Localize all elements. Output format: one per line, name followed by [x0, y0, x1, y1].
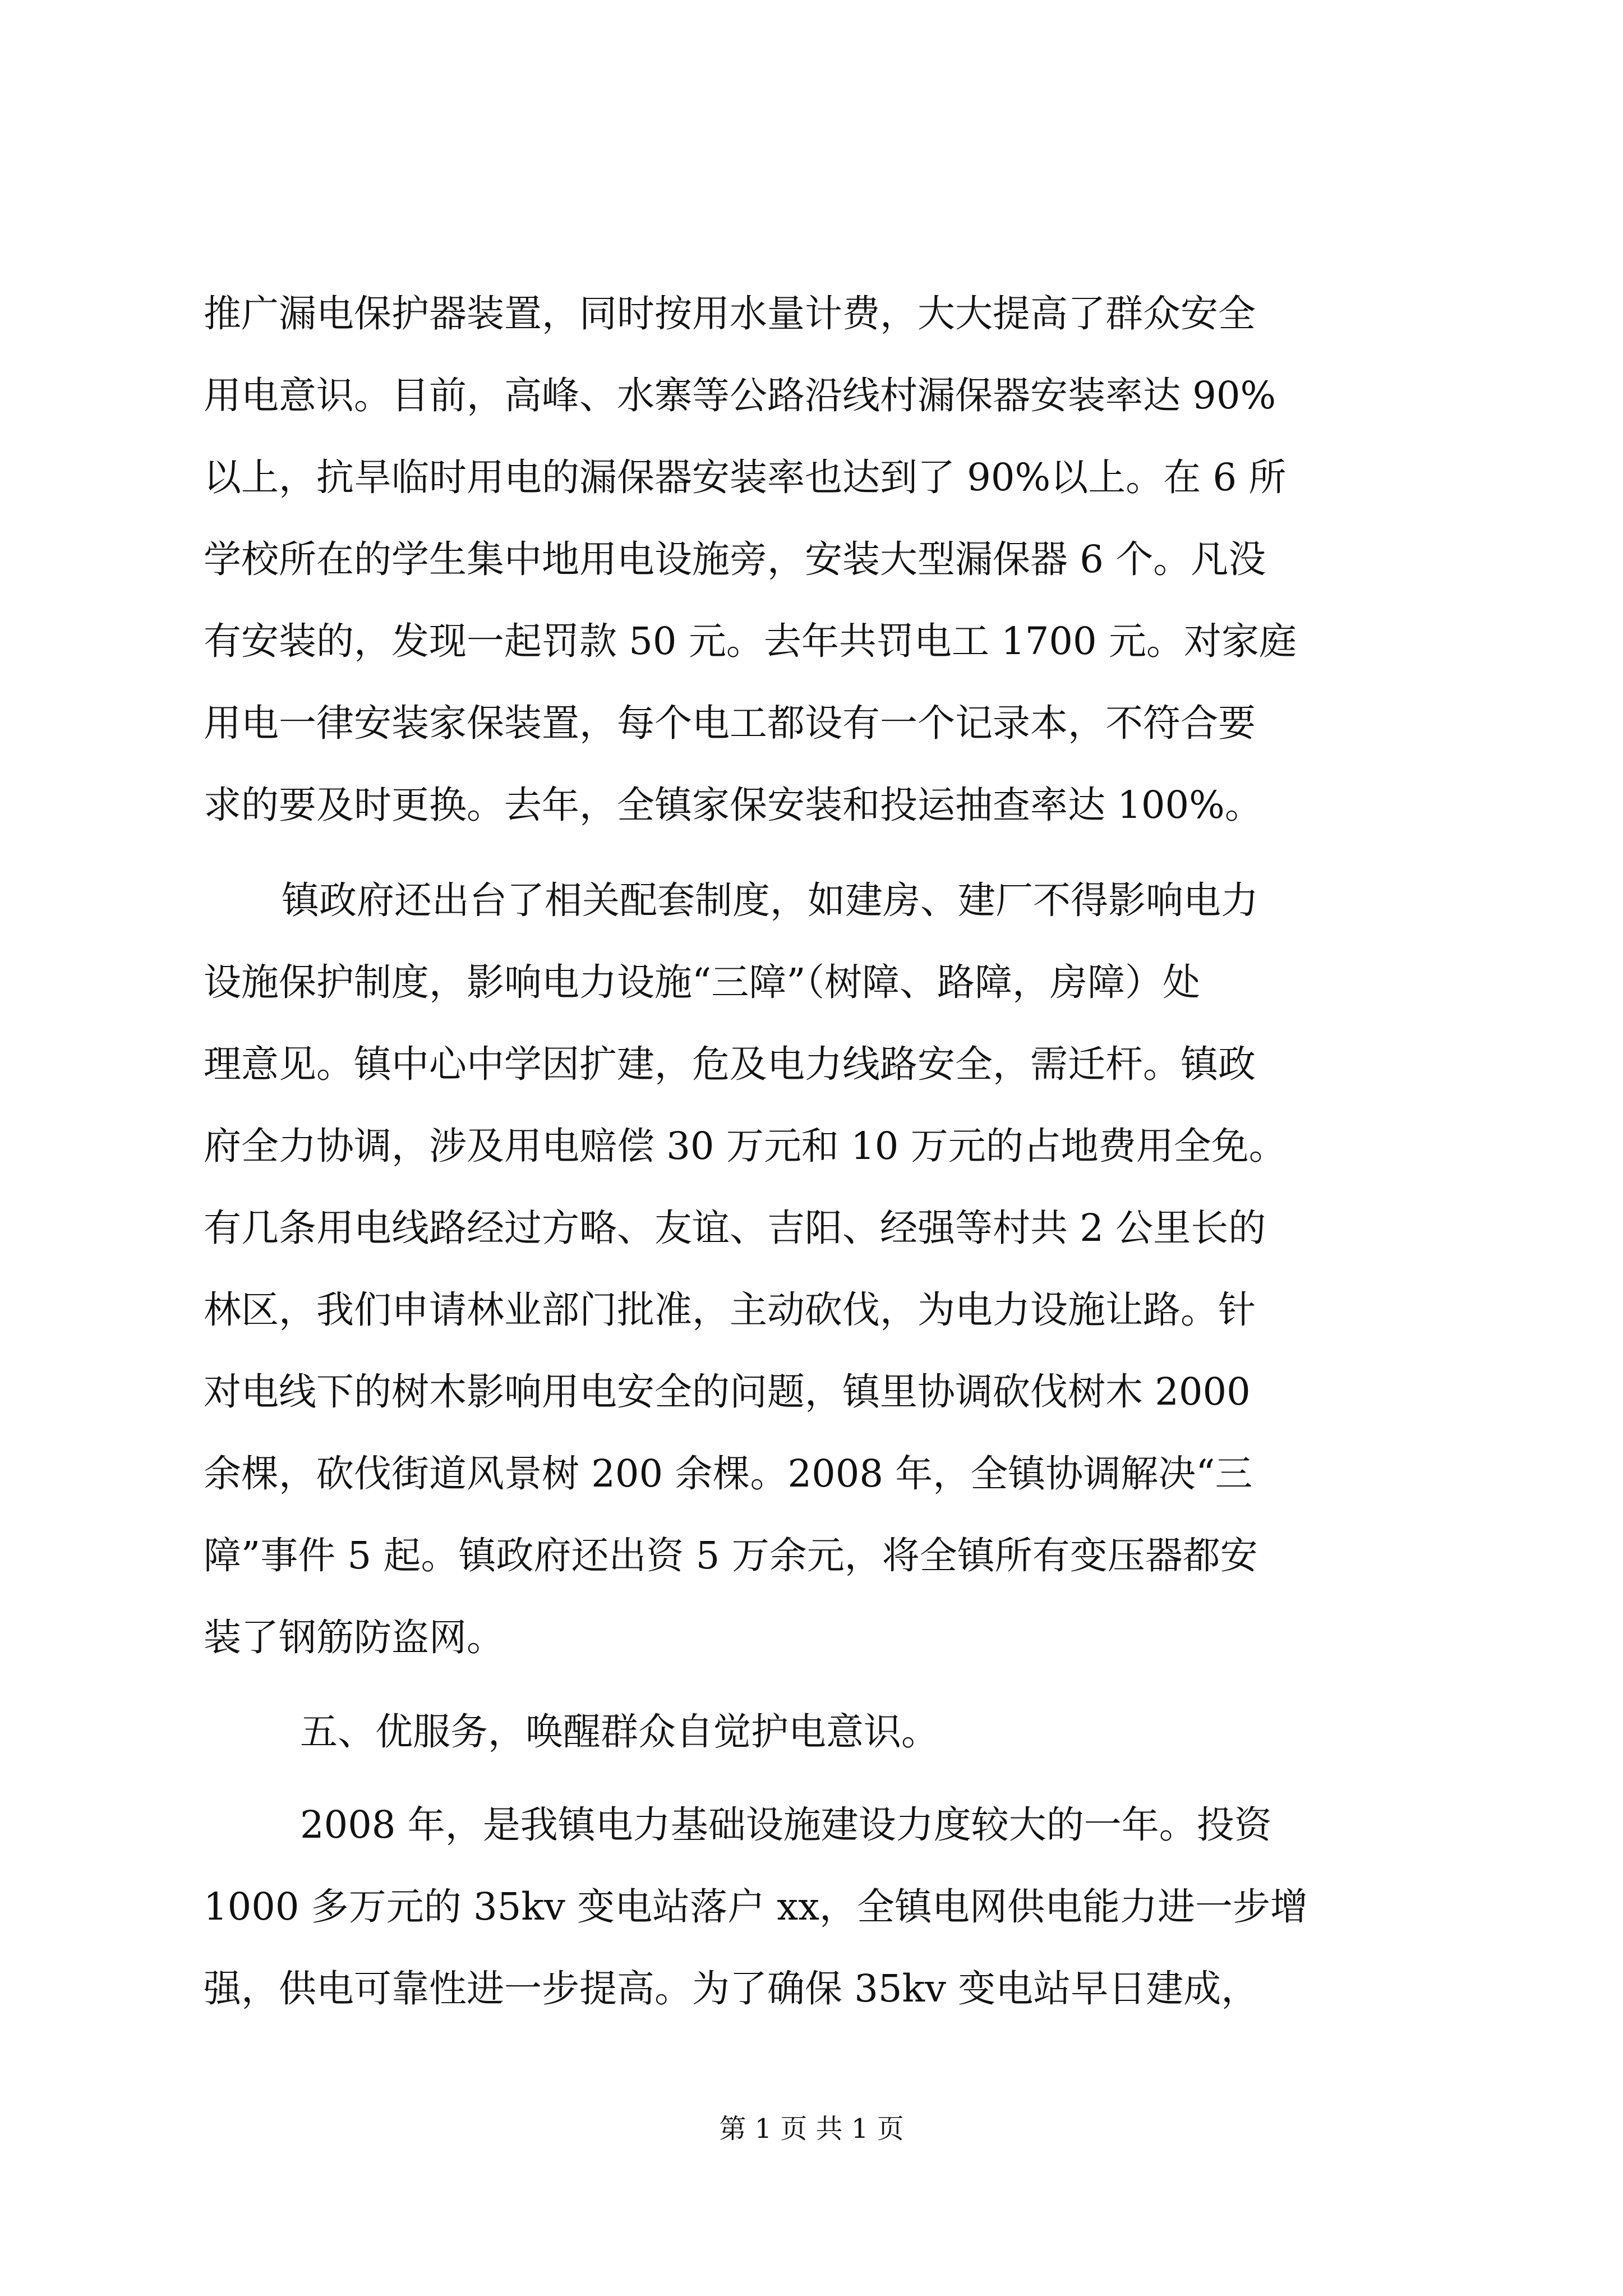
text-line: 理意见。镇中心中学因扩建，危及电力线路安全，需迁杆。镇政 — [204, 1042, 1256, 1086]
text-line: 用电一律安装家保装置，每个电工都设有一个记录本，不符合要 — [204, 701, 1256, 745]
text-line: 设施保护制度，影响电力设施“三障”（树障、路障，房障）处 — [204, 960, 1201, 1004]
text-line: 2008 年，是我镇电力基础设施建设力度较大的一年。投资 — [300, 1803, 1272, 1847]
text-line: 用电意识。目前，高峰、水寨等公路沿线村漏保器安装率达 90% — [204, 374, 1276, 417]
text-line: 镇政府还出台了相关配套制度，如建房、建厂不得影响电力 — [282, 878, 1258, 922]
page-footer: 第 1 页 共 1 页 — [719, 2113, 904, 2145]
text-line: 府全力协调，涉及用电赔偿 30 万元和 10 万元的占地费用全免。 — [204, 1124, 1287, 1168]
text-line: 学校所在的学生集中地用电设施旁，安装大型漏保器 6 个。凡没 — [204, 537, 1266, 581]
text-line: 障”事件 5 起。镇政府还出资 5 万余元，将全镇所有变压器都安 — [204, 1534, 1258, 1577]
text-line: 对电线下的树木影响用电安全的问题，镇里协调砍伐树木 2000 — [204, 1370, 1251, 1414]
text-line: 1000 多万元的 35kv 变电站落户 xx，全镇电网供电能力进一步增 — [204, 1885, 1308, 1929]
section-heading: 五、优服务，唤醒群众自觉护电意识。 — [300, 1710, 939, 1754]
text-line: 推广漏电保护器装置，同时按用水量计费，大大提高了群众安全 — [204, 292, 1256, 335]
text-line: 装了钢筋防盗网。 — [204, 1616, 504, 1659]
text-line: 有安装的，发现一起罚款 50 元。去年共罚电工 1700 元。对家庭 — [204, 619, 1297, 663]
text-line: 以上，抗旱临时用电的漏保器安装率也达到了 90%以上。在 6 所 — [204, 455, 1287, 499]
text-line: 求的要及时更换。去年，全镇家保安装和投运抽查率达 100%。 — [204, 783, 1262, 827]
text-line: 余棵，砍伐街道风景树 200 余棵。2008 年，全镇协调解决“三 — [204, 1452, 1253, 1496]
text-line: 有几条用电线路经过方略、友谊、吉阳、经强等村共 2 公里长的 — [204, 1206, 1266, 1250]
text-line: 强，供电可靠性进一步提高。为了确保 35kv 变电站早日建成， — [204, 1967, 1259, 2010]
text-line: 林区，我们申请林业部门批准，主动砍伐，为电力设施让路。针 — [204, 1288, 1256, 1332]
